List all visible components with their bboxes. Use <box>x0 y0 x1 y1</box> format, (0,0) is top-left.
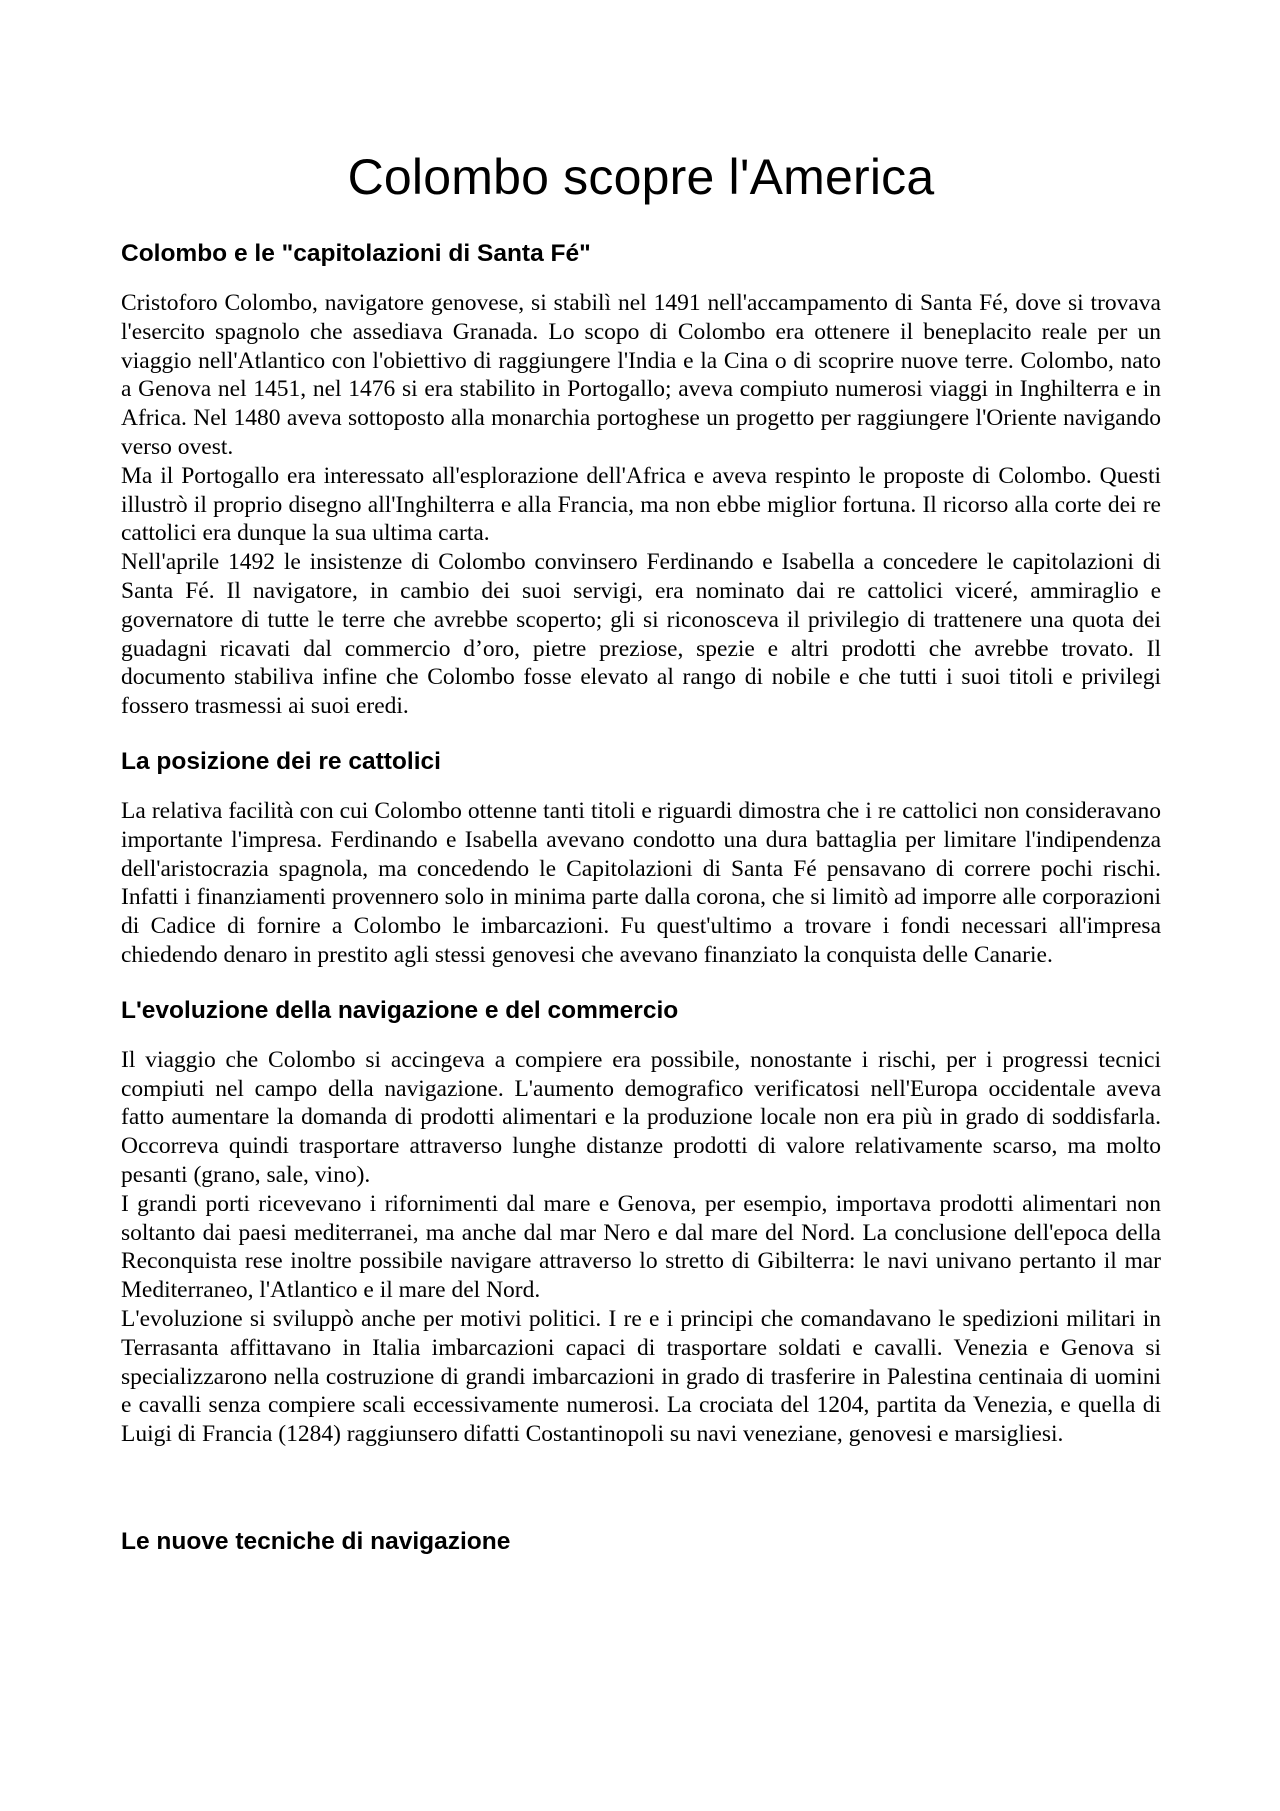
section-heading: L'evoluzione della navigazione e del commercio <box>121 996 679 1024</box>
document-page <box>121 145 1161 1583</box>
paragraph: Cristoforo Colombo, navigatore genovese, si stabilì nel 1491 nell'accampamento di Santa Fé, dove si trovava l'esercito spagnolo che assediava Granada. Lo scopo di Colombo era ottenere il beneplacito reale per un viaggio nell'Atlantico con l'obiettivo di raggiungere l'India e la Cina o di scoprire nuove terre. Colombo, nato a Genova nel 1451, nel 1476 si era stabilito in Portogallo; aveva compiuto numerosi viaggi in Inghilterra e in Africa. Nel 1480 aveva sottoposto alla monarchia portoghese un progetto per raggiungere l'Oriente navigando verso ovest. <box>121 290 1161 460</box>
section-heading: La posizione dei re cattolici <box>121 747 441 775</box>
section-capitolazioni <box>121 239 1161 721</box>
section-evoluzione-navigazione <box>121 996 1161 1449</box>
section-nuove-tecniche <box>121 1527 1161 1557</box>
paragraph: I grandi porti ricevevano i rifornimenti dal mare e Genova, per esempio, importava prodotti alimentari non soltanto dai paesi mediterranei, ma anche dal mar Nero e dal mare del Nord. La conclusione dell'epoca della Reconquista rese inoltre possibile navigare attraverso lo stretto di Gibilterra: le navi univano pertanto il mar Mediterraneo, l'Atlantico e il mare del Nord. <box>121 1190 1161 1304</box>
paragraph: Il viaggio che Colombo si accingeva a compiere era possibile, nonostante i rischi, per i progressi tecnici compiuti nel campo della navigazione. L'aumento demografico verificatosi nell'Europa occidentale aveva fatto aumentare la domanda di prodotti alimentari e la produzione locale non era più in grado di soddisfarla. Occorreva quindi trasportare attraverso lunghe distanze prodotti di valore relativamente scarso, ma molto pesanti (grano, sale, vino). <box>121 1046 1161 1188</box>
paragraph: Nell'aprile 1492 le insistenze di Colombo convinsero Ferdinando e Isabella a concedere le capitolazioni di Santa Fé. Il navigatore, in cambio dei suoi servigi, era nominato dai re cattolici viceré, ammiraglio e governatore di tutte le terre che avrebbe scoperto; gli si riconosceva il privilegio di trattenere una quota dei guadagni ricavati dal commercio d’oro, pietre preziose, spezie e altri prodotti che avrebbe trovato. Il documento stabiliva infine che Colombo fosse elevato al rango di nobile e che tutti i suoi titoli e privilegi fossero trasmessi ai suoi eredi. <box>121 549 1161 720</box>
paragraph: La relativa facilità con cui Colombo ottenne tanti titoli e riguardi dimostra che i re cattolici non consideravano importante l'impresa. Ferdinando e Isabella avevano condotto una dura battaglia per limitare l'indipendenza dell'aristocrazia spagnola, ma concedendo le Capitolazioni di Santa Fé pensavano di correre pochi rischi. Infatti i finanziamenti provennero solo in minima parte dalla corona, che si limitò ad imporre alle corporazioni di Cadice di fornire a Colombo le imbarcazioni. Fu quest'ultimo a trovare i fondi necessari all'impresa chiedendo denaro in prestito agli stessi genovesi che avevano finanziato la conquista delle Canarie. <box>121 797 1161 968</box>
section-heading: Colombo e le "capitolazioni di Santa Fé" <box>121 240 591 267</box>
paragraph: Ma il Portogallo era interessato all'esplorazione dell'Africa e aveva respinto le proposte di Colombo. Questi illustrò il proprio disegno all'Inghilterra e alla Francia, ma non ebbe miglior fortuna. Il ricorso alla corte dei re cattolici era dunque la sua ultima carta. <box>121 462 1161 547</box>
section-heading: Le nuove tecniche di navigazione <box>121 1527 511 1555</box>
section-posizione-re-cattolici <box>121 747 1161 970</box>
paragraph: L'evoluzione si sviluppò anche per motivi politici. I re e i principi che comandavano le spedizioni militari in Terrasanta affittavano in Italia imbarcazioni capaci di trasportare soldati e cavalli. Venezia e Genova si specializzarono nella costruzione di grandi imbarcazioni in grado di trasferire in Palestina centinaia di uomini e cavalli senza compiere scali eccessivamente numerosi. La crociata del 1204, partita da Venezia, e quella di Luigi di Francia (1284) raggiunsero difatti Costantinopoli su navi veneziane, genovesi e marsigliesi. <box>121 1305 1161 1448</box>
document-title: Colombo scopre l'America <box>347 149 935 205</box>
